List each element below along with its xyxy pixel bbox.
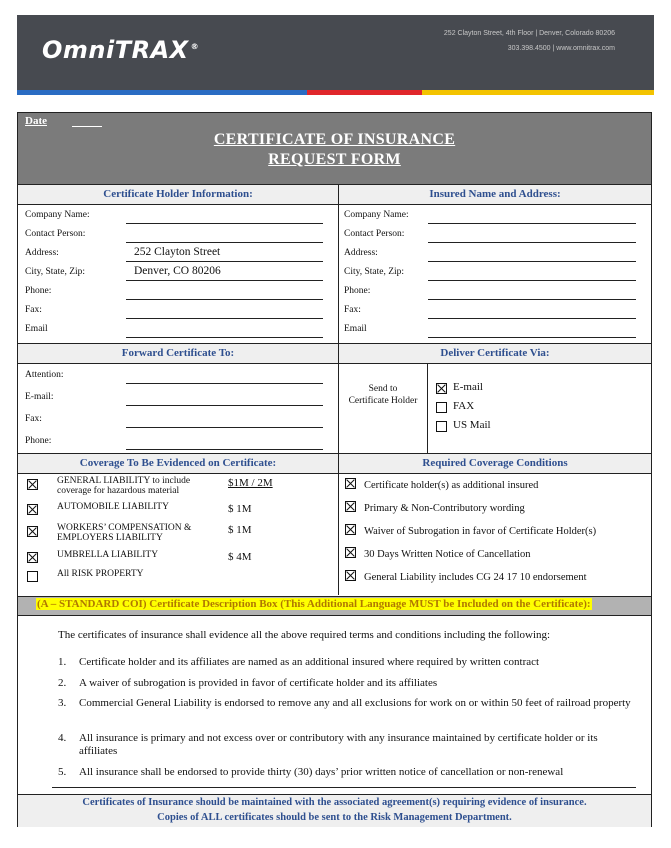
condition-checkbox[interactable] [345,524,356,535]
insured-field-input[interactable] [428,242,636,243]
description-item-number: 2. [58,677,67,689]
deliver-checkbox[interactable] [436,383,447,394]
coverage-checkbox[interactable] [27,571,38,582]
stripe-blue [17,90,307,95]
holder-field-label: Phone: [25,286,52,296]
condition-checkbox[interactable] [345,478,356,489]
deliver-divider [427,364,428,453]
holder-field-label: City, State, Zip: [25,267,86,277]
coverage-label-2: EMPLOYERS LIABILITY [57,533,163,543]
coverage-checkbox[interactable] [27,479,38,490]
coverage-amount: $ 4M [228,551,252,563]
forward-field-label: Fax: [25,414,42,424]
holder-field-label: Company Name: [25,210,90,220]
insured-field-label: Fax: [344,305,361,315]
coverage-label: GENERAL LIABILITY to include [57,476,191,486]
deliver-heading: Deliver Certificate Via: [339,344,651,364]
description-heading: (A – STANDARD COI) Certificate Description Box (This Additional Language MUST be Included on the Certificate): [37,598,591,610]
holder-field-label: Contact Person: [25,229,86,239]
coverage-heading: Coverage To Be Evidenced on Certificate: [18,454,338,474]
coverage-checkbox[interactable] [27,504,38,515]
conditions-heading: Required Coverage Conditions [339,454,651,474]
company-address: 252 Clayton Street, 4th Floor | Denver, Colorado 80206 [443,30,615,37]
holder-field-label: Email [25,324,48,334]
holder-field-value: 252 Clayton Street [134,246,221,258]
stripe-red [307,90,422,95]
holder-field-input[interactable] [126,318,323,319]
insured-field-input[interactable] [428,299,636,300]
insured-field-label: Contact Person: [344,229,405,239]
description-item-text: Commercial General Liability is endorsed to remove any and all exclusions for work on or within 50 feet of railroad property [79,697,631,709]
deliver-option-label: FAX [453,400,475,412]
forward-field-input[interactable] [126,405,323,406]
holder-field-input[interactable] [126,280,323,281]
forward-heading: Forward Certificate To: [18,344,338,364]
coverage-label: UMBRELLA LIABILITY [57,550,159,560]
insured-field-input[interactable] [428,223,636,224]
deliver-checkbox[interactable] [436,402,447,413]
condition-label: 30 Days Written Notice of Cancellation [364,549,531,560]
send-to-label: Send to [368,384,398,394]
deliver-option-label: US Mail [453,419,491,431]
registered-mark: ® [190,42,200,51]
date-label: Date [25,115,47,127]
insured-field-label: Company Name: [344,210,409,220]
insured-field-input[interactable] [428,261,636,262]
insured-field-label: City, State, Zip: [344,267,405,277]
footer-line-1: Certificates of Insurance should be maintained with the associated agreement(s) requiring evidence of insurance. [82,797,587,808]
condition-label: Primary & Non-Contributory wording [364,503,525,514]
holder-field-label: Address: [25,248,59,258]
send-to-label-2: Certificate Holder [348,396,418,406]
coverage-amount: $ 1M [228,524,252,536]
stripe-yellow [422,90,654,95]
description-item-text: A waiver of subrogation is provided in favor of certificate holder and its affiliates [79,677,438,689]
holder-field-label: Fax: [25,305,42,315]
insured-heading: Insured Name and Address: [339,185,651,205]
description-item-number: 4. [58,732,67,744]
forward-field-input[interactable] [126,427,323,428]
insured-field-label: Phone: [344,286,371,296]
date-field[interactable] [72,126,102,127]
holder-field-input[interactable] [126,261,323,262]
coverage-label: WORKERS’ COMPENSATION & [57,523,192,533]
condition-checkbox[interactable] [345,501,356,512]
insured-field-label: Email [344,324,367,334]
coverage-label: All RISK PROPERTY [57,569,144,579]
description-item-text: All insurance shall be endorsed to provide thirty (30) days’ prior written notice of cancellation or non-renewal [79,766,564,778]
forward-field-label: E-mail: [25,392,54,402]
coverage-amount: $ 1M [228,503,252,515]
holder-heading: Certificate Holder Information: [18,185,338,205]
holder-field-input[interactable] [126,223,323,224]
description-item-text: All insurance is primary and not excess over or contributory with any insurance maintained by certificate holder or its affiliates [79,732,598,757]
description-rule [52,787,636,788]
form-title: CERTIFICATE OF INSURANCE [213,131,456,148]
omnitrax-logo [42,36,199,64]
condition-label: Certificate holder(s) as additional insured [364,480,539,491]
description-item-text: Certificate holder and its affiliates are named as an additional insured where required by written contract [79,656,540,668]
coverage-checkbox[interactable] [27,552,38,563]
deliver-checkbox[interactable] [436,421,447,432]
holder-field-input[interactable] [126,337,323,338]
condition-checkbox[interactable] [345,547,356,558]
description-item-number: 3. [58,697,67,709]
company-contact: 303.398.4500 | www.omnitrax.com [507,45,615,52]
forward-field-input[interactable] [126,383,323,384]
coverage-checkbox[interactable] [27,526,38,537]
forward-field-input[interactable] [126,449,323,450]
forward-field-label: Phone: [25,436,52,446]
footer-line-2: Copies of ALL certificates should be sent to the Risk Management Department. [157,812,512,823]
condition-checkbox[interactable] [345,570,356,581]
holder-field-input[interactable] [126,242,323,243]
insured-field-input[interactable] [428,318,636,319]
description-item-number: 5. [58,766,67,778]
forward-field-label: Attention: [25,370,64,380]
color-stripe [17,90,654,95]
deliver-option-label: E-mail [453,381,483,393]
coverage-label-2: coverage for hazardous material [57,486,180,496]
holder-field-input[interactable] [126,299,323,300]
condition-label: General Liability includes CG 24 17 10 endorsement [364,572,587,583]
coverage-amount: $1M / 2M [228,477,273,489]
insured-field-input[interactable] [428,337,636,338]
title-box [18,113,651,185]
holder-field-value: Denver, CO 80206 [134,265,221,277]
insured-field-label: Address: [344,248,378,258]
condition-label: Waiver of Subrogation in favor of Certificate Holder(s) [364,526,597,537]
description-intro: The certificates of insurance shall evidence all the above required terms and conditions including the following: [58,629,551,641]
description-item-number: 1. [58,656,67,668]
coverage-label: AUTOMOBILE LIABILITY [57,502,169,512]
insured-field-input[interactable] [428,280,636,281]
form-subtitle: REQUEST FORM [268,151,401,168]
logo-text: OmniTRAX [42,36,189,64]
